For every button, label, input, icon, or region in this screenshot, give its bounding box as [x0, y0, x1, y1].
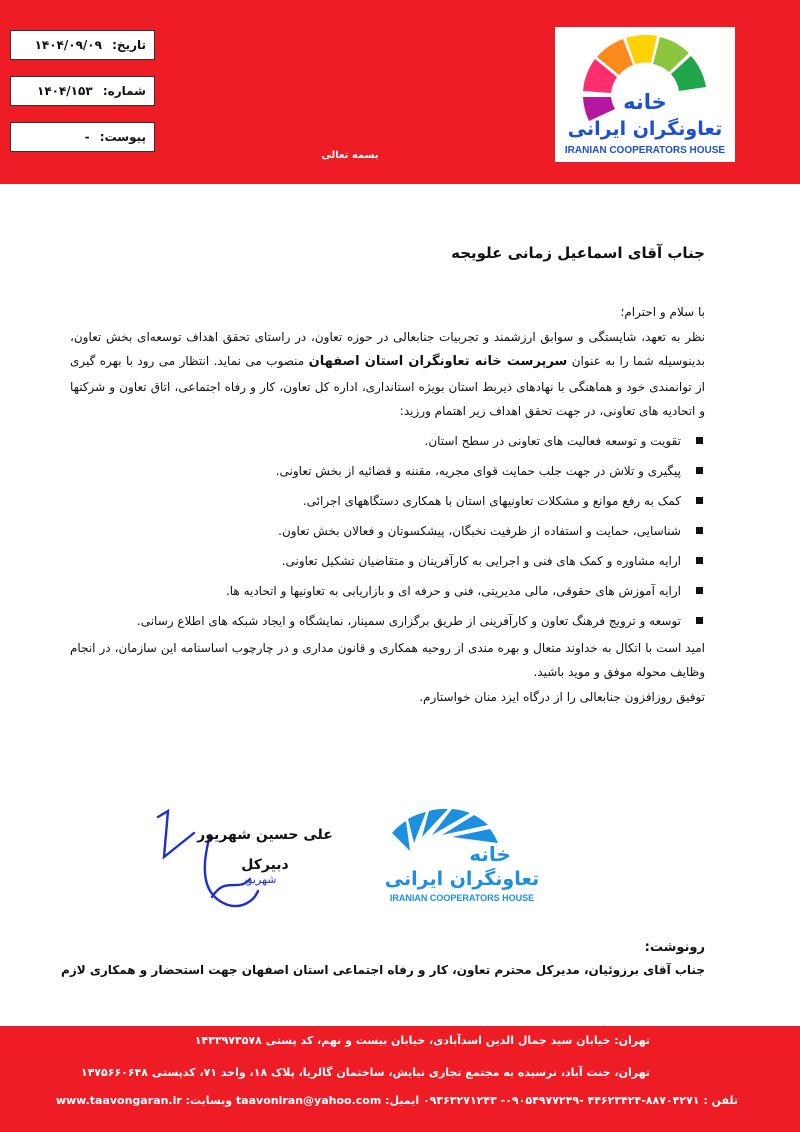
- letter-body: [70, 300, 705, 709]
- paragraph-bold: سرپرست خانه تعاونگران استان اصفهان: [308, 354, 568, 369]
- header-logo: [555, 27, 735, 162]
- date-label: تاریخ:: [112, 38, 146, 52]
- footer: [0, 1026, 800, 1132]
- wish-line: توفیق روزافزون جنابعالی را از درگاه ایزد منان خواستارم.: [419, 689, 705, 704]
- footer-address-2: تهران، جنت آباد، نرسیده به مجتمع تجاری نیایش، ساختمان گالریا، پلاک ۱۸، واحد ۷۱، کدپستی ۱۴۷۵۶۶۰۶۴۸: [80, 1066, 650, 1079]
- paragraph-part1: نظر به تعهد، شایستگی و سوابق ارزشمند و تجربیات جنابعالی در حوزه تعاون، در راستای تحقق اهداف توسعه‌ای بخش تعاون، بدینوسیله شما را به عنوان: [70, 329, 705, 368]
- signatory: [195, 820, 335, 880]
- bismillah: بسمه تعالی: [321, 150, 379, 161]
- list-item: پیگیری و تلاش در جهت جلب حمایت قوای مجریه، مقننه و قضائیه از بخش تعاونی.: [70, 456, 705, 486]
- attachment-value: -: [84, 130, 90, 144]
- svg-text:خانه: خانه: [623, 90, 667, 114]
- number-label: شماره:: [102, 84, 146, 98]
- svg-text:IRANIAN COOPERATORS HOUSE: IRANIAN COOPERATORS HOUSE: [564, 145, 726, 156]
- footer-contact: تلفن : ۸۸۷۰۴۲۷۱-۴۴۶۲۳۴۲۴ -۰۹۰۵۴۹۷۷۲۴۹- ۰۹۳۶۳۲۷۱۲۴۳ ایمیل: taavoniran@yahoo.com وبسایت: www.taavongaran.ir: [55, 1094, 738, 1107]
- signatory-name: علی حسین شهریور: [197, 827, 333, 843]
- list-item: ارایه مشاوره و کمک های فنی و اجرایی به کارآفرینان و متقاضیان تشکیل تعاونی.: [70, 546, 705, 576]
- paragraph-part2: منصوب می نماید. انتظار می رود با بهره گیری از توانمندی خود و هماهنگی با نهادهای ذیربط استان بویژه استانداری، اداره کل تعاون، کار و رفاه اجتماعی، اتاق تعاون و شرکتها و اتحادیه های تعاونی، در جهت تحقق اهداف زیر اهتمام ورزید:: [70, 354, 705, 418]
- svg-text:تعاونگران ایرانی: تعاونگران ایرانی: [567, 118, 723, 140]
- main-paragraph: [70, 325, 705, 424]
- svg-text:تعاونگران ایرانی: تعاونگران ایرانی: [384, 868, 540, 890]
- greeting: با سلام و احترام؛: [620, 305, 705, 319]
- stamp-logo-icon: [382, 803, 542, 913]
- date-value: ۱۴۰۴/۰۹/۰۹: [34, 38, 102, 52]
- letterhead: [0, 0, 800, 184]
- cc-label: رونوشت:: [644, 940, 705, 955]
- list-item: کمک به رفع موانع و مشکلات تعاونیهای استان با همکاری دستگاههای اجرائی.: [70, 486, 705, 516]
- list-item: شناسایی، حمایت و استفاده از ظرفیت نخبگان، پیشکسوتان و فعالان بخش تعاون.: [70, 516, 705, 546]
- svg-text:خانه: خانه: [469, 842, 511, 866]
- date-field: [10, 30, 155, 60]
- recipient-heading: جناب آقای اسماعیل زمانی علویجه: [451, 244, 705, 262]
- list-item: تقویت و توسعه فعالیت های تعاونی در سطح استان.: [70, 426, 705, 456]
- number-value: ۱۴۰۴/۱۵۳: [37, 84, 93, 98]
- svg-text:شهریور: شهریور: [242, 873, 277, 886]
- closing-paragraph: امید است با اتکال به خداوند متعال و بهره مندی از روحیه همکاری و قانون مداری و در چارچوب اساسنامه این سازمان، در انجام وظایف محوله موفق و موید باشید.: [70, 640, 705, 679]
- list-item: ارایه آموزش های حقوقی، مالی مدیریتی، فنی و حرفه ای و بازاریابی به تعاونیها و اتحادیه ها.: [70, 576, 705, 606]
- list-item: توسعه و ترویج فرهنگ تعاون و کارآفرینی از طریق برگزاری سمینار، نمایشگاه و ایجاد شبکه های اطلاع رسانی.: [70, 606, 705, 636]
- svg-text:IRANIAN COOPERATORS HOUSE: IRANIAN COOPERATORS HOUSE: [389, 893, 535, 903]
- cc-text: جناب آقای برزوئیان، مدیرکل محترم تعاون، کار و رفاه اجتماعی استان اصفهان جهت استحضار و همکاری لازم: [61, 963, 705, 977]
- logo-emblem-icon: [555, 27, 735, 162]
- number-field: [10, 76, 155, 106]
- footer-address-1: تهران: خیابان سید جمال الدین اسدآبادی، خیابان بیست و نهم، کد پستی ۱۴۳۳۹۷۳۵۷۸: [194, 1034, 650, 1047]
- signatory-title: دبیرکل: [241, 857, 289, 873]
- attachment-field: [10, 122, 155, 152]
- attachment-label: پیوست:: [99, 130, 146, 144]
- goals-list: [70, 426, 705, 636]
